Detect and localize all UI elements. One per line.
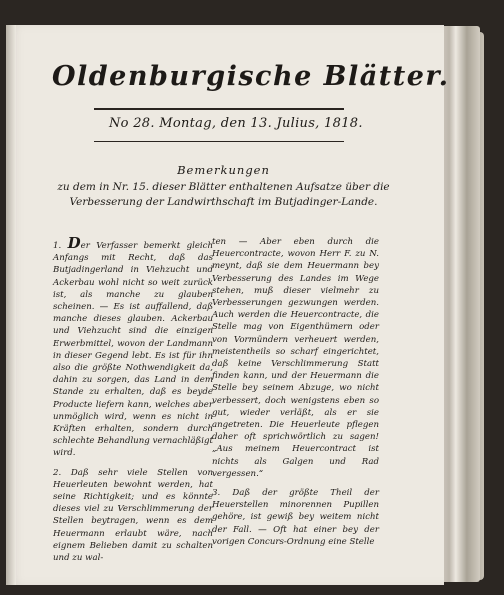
masthead-rule <box>94 108 344 110</box>
paragraph-1-text: er Verfasser bemerkt gleich Anfangs mit Recht, daß das Butjadingerland in Viehzucht und Ackerbau wohl nicht so weit zurück ist, als manche zu glauben scheinen. — Es ist auffallend, daß manche dieses glauben. Ackerbau und Viehzucht sind die einzigen Erwerbmittel, wovon der Landmann in dieser Gegend lebt. Es ist für ihn also die größte Nothwendigkeit da, dahin zu sorgen, das Land in dem Stande zu erhalten, daß es beyde Producte liefern kann, welches aber unmöglich wird, wenn es nicht in Kräften erhalten, sondern durch schlechte Behandlung vernachläßigt wird. <box>53 241 214 459</box>
right-column <box>212 236 379 555</box>
article-heading <box>46 163 401 210</box>
article-subtitle-line2: Verbesserung der Landwirthschaft im Butjadinger-Lande. <box>69 196 378 208</box>
issue-rule <box>94 141 344 142</box>
paragraph-2: 2. Daß sehr viele Stellen von Heuerleuten bewohnt werden, hat seine Richtigkeit; und es könnte dieses viel zu Verschlimmerung der Stellen beytragen, wenn es dem Heuermann erlaubt wäre, nach eignem Belieben damit zu schalten und zu wal- <box>53 467 213 564</box>
paragraph-1 <box>53 236 213 460</box>
paragraph-3: 3. Daß der größte Theil der Heuerstellen minorennen Pupillen gehöre, ist gewiß bey weitem nicht der Fall. — Oft hat einer bey der vorigen Concurs-Ordnung eine Stelle <box>212 488 379 547</box>
paragraph-1-continued: ten — Aber eben durch die Heuercontracte, wovon Herr F. zu N. meynt, daß sie dem Heuermann bey Verbesserung des Landes im Wege stehen, muß dieser vielmehr zu Verbesserungen gezwungen werden. Auch werden die Heuercontracte, die Stelle mag von Eigenthümern oder von Vormündern verheuert werden, meistentheils so scharf eingerichtet, daß keine Verschlimmerung Statt finden kann, und der Heuermann die Stelle bey seinem Abzuge, wo nicht verbessert, doch wenigstens eben so gut, wieder verläßt, als er sie angetreten. Die Heuerleute pflegen daher oft sprichwörtlich zu sagen! „Aus meinem Heuercontract ist nichts als Galgen und Rad vergessen.“ <box>212 237 379 479</box>
drop-cap: D <box>67 234 81 252</box>
newspaper-page <box>6 25 450 585</box>
left-column <box>53 236 213 571</box>
article-title: Bemerkungen <box>177 163 270 177</box>
masthead-title: Oldenburgische Blätter. <box>52 61 450 92</box>
paragraph-number: 1. <box>53 241 62 251</box>
issue-line: No 28. Montag, den 13. Julius, 1818. <box>109 116 363 131</box>
binding-gutter <box>6 25 16 585</box>
article-subtitle-line1: zu dem in Nr. 15. dieser Blätter enthaltenen Aufsatze über die <box>57 181 390 193</box>
